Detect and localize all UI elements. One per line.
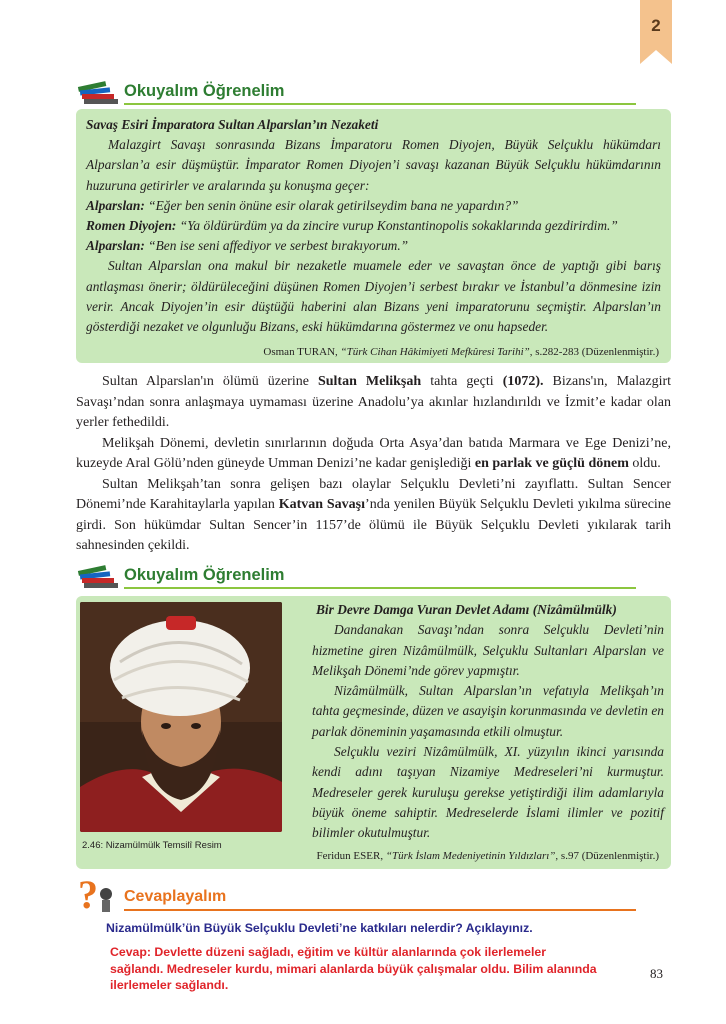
- books-icon: [76, 78, 120, 106]
- dialogue-line: [86, 196, 661, 216]
- reading-title: Savaş Esiri İmparatora Sultan Alparslan’ın Nezaketi: [86, 117, 379, 132]
- dialogue-text: “Ya öldürürdüm ya da zincire vurup Konstantinopolis sokaklarında gezdirirdim.”: [179, 218, 618, 234]
- chapter-tab: [640, 0, 672, 64]
- header-rule: [124, 909, 636, 911]
- portrait-caption: 2.46: Nizamülmülk Temsilî Resim: [82, 840, 222, 851]
- body-paragraph: Melikşah Dönemi, devletin sınırlarının doğuda Orta Asya’dan batıda Marmara ve Ege Denizi’ne, kuzeyde Aral Gölü’nden güneyde Umman Denizi’ne kadar genişlediği en parlak ve güçlü dönem oldu.: [76, 435, 671, 471]
- dialogue-speaker: Alparslan:: [86, 197, 145, 213]
- dialogue-text: “Ben ise seni affediyor ve serbest bırakıyorum.”: [148, 238, 409, 254]
- reading-intro: Malazgirt Savaşı sonrasında Bizans İmparatoru Romen Diyojen, Büyük Selçuklu hükümdarı Alparslan’a esir düşmüştür. İmparator Romen Diyojen’i savaşı kazanan Büyük Selçuklu hükümdarının huzuruna getirirler ve aralarında şu konuşma geçer:: [86, 137, 661, 193]
- dialogue-speaker: Romen Diyojen:: [86, 218, 177, 234]
- books-icon: [76, 562, 120, 590]
- dialogue-speaker: Alparslan:: [86, 238, 145, 254]
- section-header-title: Okuyalım Öğrenelim: [124, 566, 285, 584]
- dialogue-line: [86, 216, 661, 236]
- section-header-reading-1: [76, 78, 636, 106]
- reading-box-alparslan: [76, 109, 671, 363]
- section-header-answer: [76, 874, 636, 914]
- dialogue-text: “Eğer ben senin önüne esir olarak getirilseydim bana ne yapardın?”: [148, 197, 519, 213]
- header-rule: [124, 587, 636, 589]
- reading-text: [312, 600, 664, 844]
- reading-paragraph: Nizâmülmülk, Sultan Alparslan’ın vefatıyla Melikşah’ın tahta geçmesinde, düzen ve asayişin korunmasında ve devletin en parlak döneminin yaşamasında etkili olmuştur.: [312, 683, 664, 739]
- chapter-number: 2: [651, 16, 661, 35]
- reading-paragraph: Selçuklu veziri Nizâmülmülk, XI. yüzyılın ikinci yarısında kendi adını taşıyan Nizamiye Medreseleri’ni kurmuştur. Medreseler gerek kuruluşu gerekse yetiştirdiği ilim adamlarıyla büyük öneme sahiptir. Medreselerde İslami ilimler ve pozitif bilimler okutulmuştur.: [312, 744, 664, 841]
- reading-paragraph: Dandanakan Savaşı’ndan sonra Selçuklu Devleti’nin hizmetine giren Nizâmülmülk, Selçuklu Sultanları Alparslan ve Melikşah Dönemi’nde görev yapmıştır.: [312, 622, 664, 678]
- section-header-reading-2: [76, 562, 636, 590]
- page-number: 83: [650, 966, 663, 981]
- source-citation: Osman TURAN, “Türk Cihan Hâkimiyeti Mefkûresi Tarihi”, s.282-283 (Düzenlenmiştir.): [263, 346, 659, 358]
- body-paragraph: Sultan Alparslan'ın ölümü üzerine Sultan Melikşah tahta geçti (1072). Bizans'ın, Malazgirt Savaşı’ndan sonra anlaşmaya uymaması üzerine Anadolu’ya akınlar hızlandırıldı ve İzmit’e kadar olan yerler fethedildi.: [76, 374, 672, 430]
- reading-title: Bir Devre Damga Vuran Devlet Adamı (Nizâmülmülk): [316, 602, 617, 617]
- source-citation: Feridun ESER, “Türk İslam Medeniyetinin Yıldızları”, s.97 (Düzenlenmiştir.): [316, 850, 659, 862]
- body-text: [76, 372, 671, 557]
- dialogue-line: [86, 236, 661, 256]
- body-paragraph: Sultan Melikşah’tan sonra gelişen bazı olaylar Selçuklu Devleti’ni zayıflattı. Sultan Sencer Dönemi’nde Karahitaylarla yapılan Katvan Savaşı’nda yenilen Büyük Selçuklu Devleti yıkılma sürecine girdi. Son hükümdar Sultan Sencer’in 1157’de ölümü ile Büyük Selçuklu Devleti yıkılarak tarih sahnesinden çekildi.: [76, 476, 672, 553]
- header-rule: [124, 103, 636, 105]
- reading-box-nizamulmulk: [76, 596, 671, 869]
- answer-text: Cevap: Devlette düzeni sağladı, eğitim ve kültür alanlarında çok ilerlemeler sağlandı. Medreseler kurdu, mimari alanlarda büyük çalışmalar oldu. Bilim alanında ilerlemeler sağlandı.: [110, 945, 597, 992]
- svg-text:?: ?: [78, 874, 98, 914]
- section-header-title: Cevaplayalım: [124, 888, 227, 905]
- question-text: Nizamülmülk’ün Büyük Selçuklu Devleti’ne katkıları nelerdir? Açıklayınız.: [106, 921, 533, 935]
- nizamulmulk-portrait: [80, 602, 282, 832]
- question-mark-icon: [76, 874, 120, 914]
- reading-closing: Sultan Alparslan ona makul bir nezaketle muamele eder ve savaştan önce de yaptığı gibi barış antlaşması önerir; öldürüleceğini düşünen Romen Diyojen’i serbest bırakır ve İstanbul’a dönmesine izin verir. Ancak Diyojen’in esir düştüğü haberini alan Bizans yeni imparatorunu seçmiştir. Alparslan’ın gösterdiği nezaket ve olgunluğu Bizans, eski hükümdarına göstermez ve onu hapseder.: [86, 258, 661, 335]
- section-header-title: Okuyalım Öğrenelim: [124, 82, 285, 100]
